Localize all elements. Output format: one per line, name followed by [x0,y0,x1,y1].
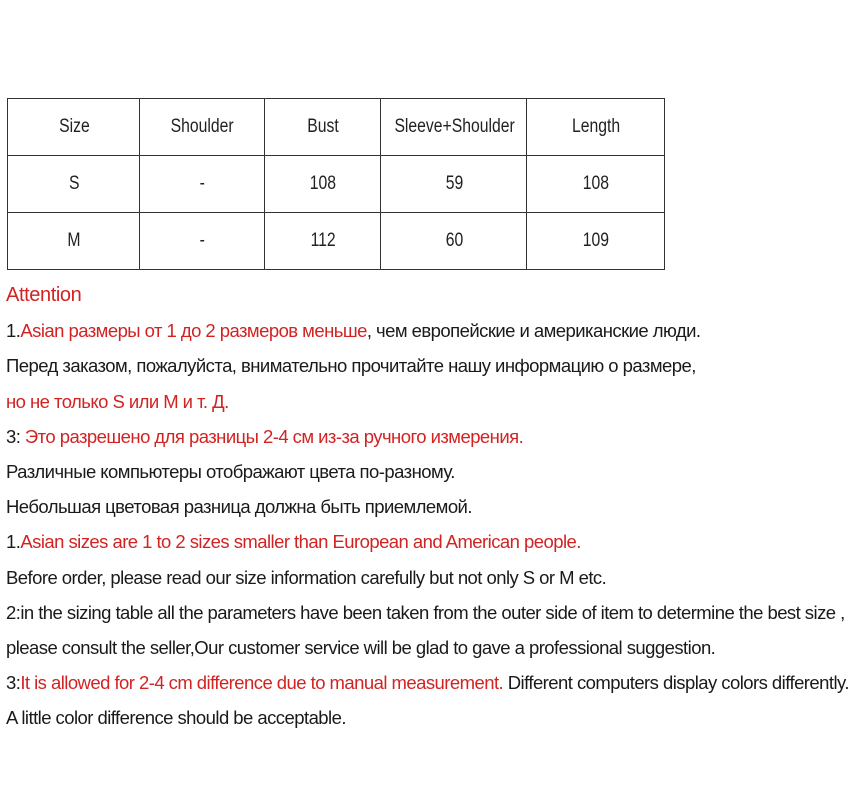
header-cell-size: Size [14,99,133,156]
note-line: 1.Asian sizes are 1 to 2 sizes smaller than European and American people. [6,531,581,553]
header-cell-shoulder: Shoulder [146,99,259,156]
table-cell: S [14,156,133,213]
table-row [8,156,665,213]
header-cell-length: Length [534,99,658,156]
table-cell: - [146,156,259,213]
note-line: Перед заказом, пожалуйста, внимательно прочитайте нашу информацию о размере, [6,355,696,377]
table-cell: 60 [388,213,520,270]
table-cell: 109 [534,213,658,270]
note-line: но не только S или M и т. Д. [6,390,229,412]
note-line: please consult the seller,Our customer service will be glad to gave a professional suggestion. [6,636,716,658]
attention-heading: Attention [6,284,82,306]
table-header-row [8,99,665,156]
table-cell: M [14,213,133,270]
note-line: A little color difference should be acceptable. [6,707,346,729]
note-line: Before order, please read our size information carefully but not only S or M etc. [6,566,607,588]
table-cell: 108 [534,156,658,213]
table-cell: 59 [388,156,520,213]
note-line: 3:It is allowed for 2-4 cm difference due to manual measurement. Different computers display colors differently. [6,672,849,694]
note-line: Небольшая цветовая разница должна быть приемлемой. [6,496,472,518]
note-line: Различные компьютеры отображают цвета по-разному. [6,460,455,482]
attention-notes [6,278,849,735]
note-line: 3: Это разрешено для разницы 2-4 см из-за ручного измерения. [6,425,524,447]
size-table [7,98,665,270]
note-line: 2:in the sizing table all the parameters have been taken from the outer side of item to determine the best size , [6,601,845,623]
note-line: 1.Asian размеры от 1 до 2 размеров меньше, чем европейские и американские люди. [6,320,701,342]
table-cell: 108 [270,156,374,213]
header-cell-sleeve-shoulder: Sleeve+Shoulder [388,99,520,156]
table-cell: 112 [270,213,374,270]
header-cell-bust: Bust [270,99,374,156]
table-cell: - [146,213,259,270]
table-row [8,213,665,270]
